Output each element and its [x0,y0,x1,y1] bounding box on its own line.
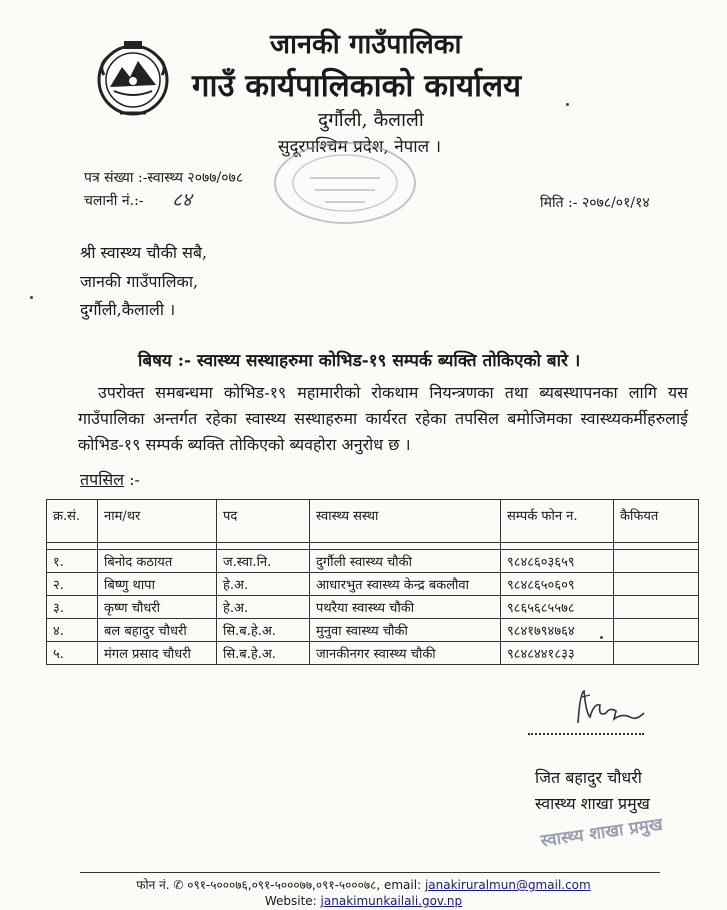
table-row [47,596,699,619]
col-serial: क्र.सं. [47,500,98,543]
cell-name: बिष्णु थापा [98,573,217,596]
cell-remarks [614,573,699,596]
footer-divider [80,872,660,873]
footer-website-label: Website: [264,894,321,908]
cell-name: बल बहादुर चौधरी [98,619,217,642]
cell-phone: ९८४८६५०६०९ [501,573,614,596]
cell-remarks [614,550,699,573]
cell-institution: आधारभुत स्वास्थ्य केन्द्र बकलौवा [310,573,501,596]
footer-website-link[interactable]: janakimunkailali.gov.np [320,894,463,908]
cell-phone: ९८६५६८५५७८ [501,596,614,619]
body-paragraph [78,380,688,458]
cell-phone: ९८४१७९४७६४ [501,619,614,642]
cell-institution: जानकीनगर स्वास्थ्य चौकी [310,642,501,665]
cell-post: हे.अ. [217,596,310,619]
office-name: गाउँ कार्यपालिकाको कार्यालय [192,68,522,104]
cell-post: ज.स्वा.नि. [217,550,310,573]
table-header-row [47,500,699,543]
cell-serial: १. [47,550,98,573]
body-text: उपरोक्त समबन्धमा कोभिड-१९ महामारीको रोकथाम नियन्त्रणका तथा ब्यबस्थापनका लागि यस गाउँपालिका अन्तर्गत रहेका स्वास्थ्य सस्थाहरुमा कार्यरत रहेका तपसिल बमोजिमका स्वास्थ्यकर्मीहरुलाई कोभिड-१९ सम्पर्क ब्यक्ति तोकिएको ब्यवहोरा अनुरोध छ । [78,383,688,454]
col-post: पद [217,500,310,543]
cell-remarks [614,596,699,619]
municipality-name: जानकी गाउँपालिका [270,29,462,60]
table-spacer-row [47,543,699,550]
speck [566,103,569,106]
details-label: तपसिल [80,470,125,489]
cell-post: सि.ब.हे.अ. [217,619,310,642]
addressee-line-2: जानकी गाउँपालिका, [80,272,199,291]
cell-serial: ४. [47,619,98,642]
cell-serial: ३. [47,596,98,619]
cell-institution: मुनुवा स्वास्थ्य चौकी [310,619,501,642]
cell-post: सि.ब.हे.अ. [217,642,310,665]
dispatch-number-label: चलानी नं.:- [84,193,144,209]
col-institution: स्वास्थ्य सस्था [310,500,501,543]
office-location: दुर्गौली, कैलाली [318,109,424,131]
details-suffix: :- [124,470,140,489]
nepal-emblem-icon [90,35,176,121]
cell-name: मंगल प्रसाद चौधरी [98,642,217,665]
details-heading [80,468,140,490]
col-name: नाम/थर [98,500,217,543]
col-phone: सम्पर्क फोन न. [501,500,614,543]
table-row [47,642,699,665]
cell-institution: पथरैया स्वास्थ्य चौकी [310,596,501,619]
cell-phone: ९८४८४४१८३३ [501,642,614,665]
speck [30,296,33,299]
footer-phone: फोन नं. ✆ ०९१-५०००७६,०९१-५०००७७,०९१-५०००७८, email: [136,878,425,892]
signature-line [528,733,644,735]
addressee-line-3: दुर्गौली,कैलाली । [80,300,176,319]
subject-line: बिषय :- स्वास्थ्य सस्थाहरुमा कोभिड-१९ सम्पर्क ब्यक्ति तोकिएको बारे । [138,351,581,371]
letter-date: मिति :- २०७८/०१/१४ [540,195,650,211]
cell-serial: ५. [47,642,98,665]
rubber-stamp: स्वास्थ्य शाखा प्रमुख [539,814,665,852]
table-row [47,573,699,596]
signature-icon [560,683,660,733]
cell-post: हे.अ. [217,573,310,596]
footer-contact [0,876,727,893]
contact-table [46,499,699,665]
speck [600,636,603,639]
cell-remarks [614,642,699,665]
dispatch-number-value: ८४ [172,189,192,211]
addressee-line-1: श्री स्वास्थ्य चौकी सबै, [80,243,208,262]
cell-remarks [614,619,699,642]
col-remarks: कैफियत [614,500,699,543]
province-name: सुदूरपश्चिम प्रदेश, नेपाल । [278,137,442,157]
cell-name: बिनोद कठायत [98,550,217,573]
signatory-title: स्वास्थ्य शाखा प्रमुख [535,794,650,813]
letter-number: पत्र संख्या :-स्वास्थ्य २०७७/०७८ [84,170,244,186]
footer-website [0,894,727,908]
table-row [47,550,699,573]
office-seal-icon [270,138,420,228]
cell-institution: दुर्गौली स्वास्थ्य चौकी [310,550,501,573]
cell-phone: ९८४८६०३६५९ [501,550,614,573]
cell-serial: २. [47,573,98,596]
cell-name: कृष्ण चौधरी [98,596,217,619]
footer-email-link[interactable]: janakiruralmun@gmail.com [424,878,591,892]
signatory-name: जित बहादुर चौधरी [535,768,642,787]
